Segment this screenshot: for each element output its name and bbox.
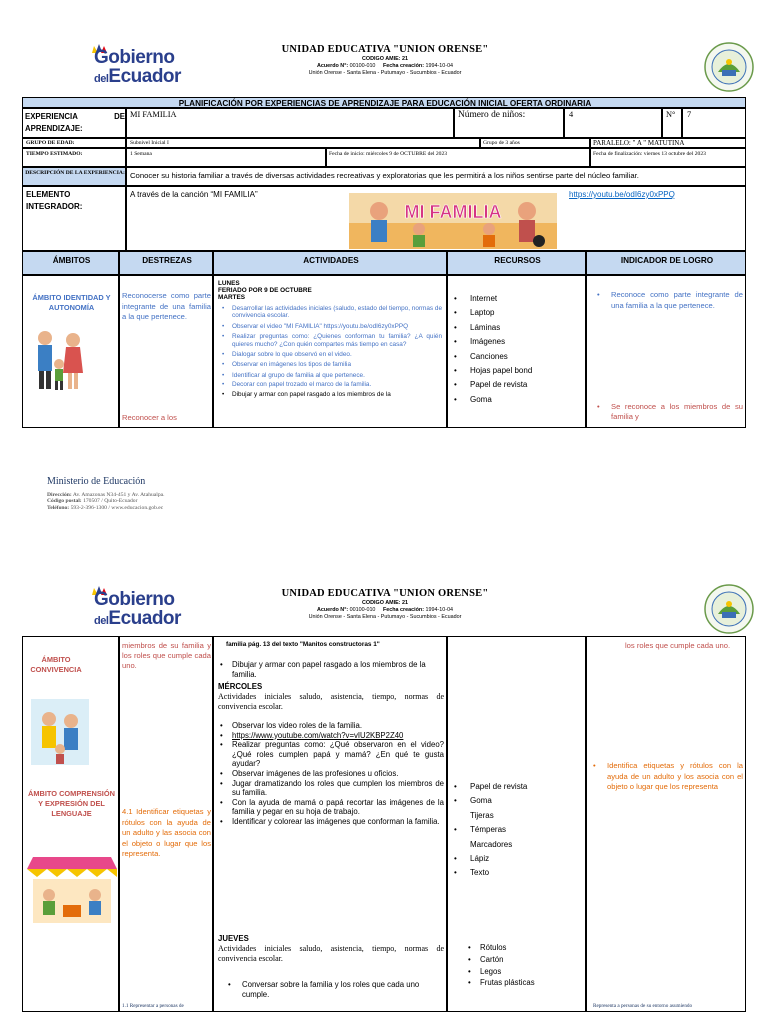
- subnivel-value: Subnivel Inicial I: [130, 140, 169, 146]
- elemento-label: ELEMENTO INTEGRADOR:: [26, 190, 83, 211]
- activity-item: • Identificar al grupo de familia al que pertenece.: [220, 372, 442, 379]
- bullet-icon: •: [454, 868, 457, 878]
- recurso-item: • Cartón: [466, 954, 584, 966]
- indicador-bottom: Representa a personas de su entorno asumiendo: [593, 1003, 693, 1009]
- elemento-cell: [126, 186, 746, 251]
- col-actividades: ACTIVIDADES: [213, 251, 447, 275]
- school-location: Unión Orense - Santa Elena - Putumayo - Sucumbios - Ecuador: [308, 70, 462, 76]
- ambito-cell: [22, 275, 119, 428]
- indicador-cell: [586, 275, 746, 428]
- jueves-intro: Actividades iniciales saludo, asistencia, tiempo, normas de convivencia escolar.: [218, 944, 444, 963]
- miercoles-activities: [218, 721, 444, 827]
- logo-line-2: delEcuador: [94, 66, 181, 87]
- tiempo-value: 1 Semana: [130, 151, 152, 157]
- activity-item: • Dibujar y armar con papel rasgado a los miembros de la: [220, 391, 442, 398]
- recurso-item: Tijeras: [470, 810, 494, 820]
- mi-familia-banner-image: [349, 193, 557, 249]
- activity-item: • Realizar preguntas como: ¿Qué observaron en el video? ¿Qué roles cumplen papá y mamá? ¿En qué te gusta ayudar?: [218, 740, 444, 769]
- feriado-label: FERIADO POR 9 DE OCTUBRE: [218, 287, 312, 294]
- actividades-cell: [213, 636, 447, 1012]
- fin-cell: [590, 148, 746, 167]
- num-ninos-value: 4: [569, 110, 574, 119]
- logo-line-1: Gobierno: [94, 47, 175, 68]
- ministry-name: Ministerio de Educación: [47, 476, 146, 487]
- miercoles-intro: Actividades iniciales saludo, asistencia, tiempo, normas de convivencia escolar.: [218, 692, 444, 711]
- martes-activities: [220, 305, 442, 398]
- indicador-item: • Se reconoce a los miembros de su familia y: [595, 402, 743, 422]
- recurso-item: • Laptop: [452, 306, 584, 320]
- num-ninos-cell: [564, 108, 662, 138]
- logo-line-2: delEcuador: [94, 608, 181, 629]
- school-seal-icon: [704, 584, 754, 634]
- activity-item: • Jugar dramatizando los roles que cumplen los miembros de su familia.: [218, 779, 444, 798]
- recurso-item: • Imágenes: [452, 335, 584, 349]
- bullet-icon: •: [454, 796, 457, 806]
- recursos-cell: [447, 275, 586, 428]
- num-label: N°: [666, 110, 676, 119]
- descripcion-label: DESCRIPCIÓN DE LA EXPERIENCIA:: [25, 170, 125, 176]
- indicador-list-41: [591, 761, 743, 793]
- indicador-item: • Reconoce como parte integrante de una familia a la que pertenece.: [595, 290, 743, 311]
- grupo-edad-label-cell: [22, 138, 126, 148]
- col-recursos: RECURSOS: [447, 251, 586, 275]
- activity-item: • Dialogar sobre lo que observó en el video.: [220, 351, 442, 358]
- ambito-cell: [22, 636, 119, 1012]
- school-header: [220, 44, 550, 76]
- recurso-item: • Papel de revista: [452, 780, 584, 794]
- activity-top: familia pág. 13 del texto "Manitos constructoras 1": [226, 641, 380, 648]
- indicador-item: • Identifica etiquetas y rótulos con la ayuda de un adulto y los asocia con el objeto o lugar que los representa: [591, 761, 743, 793]
- bullet-icon: •: [454, 782, 457, 791]
- activity-draw-list: [218, 660, 444, 679]
- subnivel-cell: [126, 138, 480, 148]
- col-indicador: INDICADOR DE LOGRO: [586, 251, 746, 275]
- num-cell: [682, 108, 746, 138]
- recurso-item: • Legos: [466, 966, 584, 978]
- elemento-value: A través de la canción “MI FAMILIA”: [130, 190, 258, 199]
- amie-code: CODIGO AMIE: 21: [362, 56, 408, 62]
- jueves-activities: [226, 980, 444, 999]
- indicador-list-1: [595, 290, 743, 311]
- activity-item: • Observar el video "MI FAMILIA" https://youtu.be/odI6zy0xPPQ: [220, 323, 442, 330]
- inicio-cell: [326, 148, 590, 167]
- recurso-item: • Lápiz: [452, 852, 584, 866]
- grupo-value: Grupo de 3 años: [483, 140, 520, 146]
- amie-code: CODIGO AMIE: 21: [362, 600, 408, 606]
- recurso-item: • Canciones: [452, 350, 584, 364]
- indicador-top: los roles que cumple cada uno.: [625, 641, 731, 650]
- recurso-item: • Goma: [452, 794, 584, 808]
- ministry-address: Dirección: Av. Amazonas N34-451 y Av. Atahualpa. Código postal: 170507 / Quito-Ecuador Teléfono: 593-2-396-1300 / www.educacion.gob.ec: [47, 492, 165, 511]
- agreement-line: Acuerdo N°: 00100-010 Fecha creación: 1994-10-04: [316, 63, 454, 69]
- logo-line-1: Gobierno: [94, 589, 175, 610]
- grupo-cell: [480, 138, 590, 148]
- actividades-cell: [213, 275, 447, 428]
- experiencia-label: EXPERIENCIA DE APRENDIZAJE:: [25, 112, 125, 133]
- destreza-continued: miembros de su familia y los roles que cumple cada uno.: [122, 641, 211, 670]
- ambito-convivencia: ÁMBITO CONVIVENCIA: [30, 655, 82, 674]
- plan-title-cell: [22, 97, 746, 108]
- destreza-2: Reconocer a los: [122, 413, 177, 422]
- bullet-icon: •: [454, 854, 457, 864]
- descripcion-value: Conocer su historia familiar a través de diversas actividades recreativas y exploratorias que les permitirá a los niños sentirse parte del núcleo familiar.: [130, 171, 639, 180]
- recurso-item: • Rótulos: [466, 942, 584, 954]
- recurso-item: • Témperas: [452, 823, 584, 837]
- recursos-list: [452, 292, 584, 407]
- descripcion-cell: [126, 167, 746, 186]
- recursos-cell: [447, 636, 586, 1012]
- destreza-1: Reconocerse como parte integrante de una familia a la que pertenece.: [122, 291, 211, 321]
- day-martes: MARTES: [218, 294, 245, 301]
- paralelo-cell: [590, 138, 746, 148]
- indicador-list-2: [595, 402, 743, 422]
- fin-value: Fecha de finalización: viernes 13 octubre del 2023: [593, 151, 706, 157]
- recurso-item: • Internet: [452, 292, 584, 306]
- num-ninos-label-cell: [454, 108, 564, 138]
- num-label-cell: [662, 108, 682, 138]
- activity-item: • Realizar preguntas como: ¿Quienes conforman tu familia? ¿A quién quieres mucho? ¿Con quién compartes más tiempo en casa?: [220, 333, 442, 348]
- day-lunes: LUNES: [218, 280, 240, 287]
- inicio-value: Fecha de inicio: miércoles 9 de OCTUBRE del 2023: [329, 151, 448, 157]
- school-name: UNIDAD EDUCATIVA "UNION ORENSE": [281, 44, 489, 55]
- experiencia-value-cell: [126, 108, 454, 138]
- elemento-label-cell: [22, 186, 126, 251]
- recurso-item: • Goma: [452, 393, 584, 407]
- elemento-link[interactable]: https://youtu.be/odI6zy0xPPQ: [569, 190, 675, 199]
- school-location: Unión Orense - Santa Elena - Putumayo - Sucumbios - Ecuador: [308, 614, 462, 620]
- activity-item: • Observar imágenes de las profesiones u oficios.: [218, 769, 444, 779]
- recurso-item: • Frutas plásticas: [466, 977, 584, 989]
- school-name: UNIDAD EDUCATIVA "UNION ORENSE": [281, 588, 489, 599]
- ministry-footer: [47, 476, 165, 511]
- plan-title: PLANIFICACIÓN POR EXPERIENCIAS DE APRENDIZAJE PARA EDUCACIÓN INICIAL OFERTA ORDINARIA: [178, 99, 592, 108]
- activity-item: • Conversar sobre la familia y los roles que cada uno cumple.: [226, 980, 444, 999]
- ambito-lenguaje: ÁMBITO COMPRENSIÓN Y EXPRESIÓN DEL LENGUAJE: [28, 789, 115, 818]
- recurso-item: • Hojas papel bond: [452, 364, 584, 378]
- ambito-identidad: ÁMBITO IDENTIDAD Y AUTONOMÍA: [32, 293, 111, 312]
- destreza-1-1: 1.1 Representar a personas de: [122, 1003, 184, 1009]
- recursos-list-a: [452, 780, 584, 881]
- paralelo-value: PARALELO: " A " MATUTINA: [593, 139, 685, 147]
- grupo-edad-label: GRUPO DE EDAD:: [26, 140, 75, 146]
- activity-item: • Identificar y colorear las imágenes que conforman la familia.: [218, 817, 444, 827]
- recurso-item: • Papel de revista: [452, 378, 584, 392]
- activity-item: • Dibujar y armar con papel rasgado a los miembros de la familia.: [218, 660, 444, 679]
- experiencia-label-cell: [22, 108, 126, 138]
- school-seal-icon: [704, 42, 754, 92]
- recurso-item: • Texto: [452, 866, 584, 880]
- recursos-list-b: [466, 942, 584, 989]
- page-2: [0, 512, 768, 1024]
- recurso-item: • Láminas: [452, 321, 584, 335]
- agreement-line: Acuerdo N°: 00100-010 Fecha creación: 1994-10-04: [316, 607, 454, 613]
- family-roles-illustration: [31, 699, 89, 765]
- tiempo-label-cell: [22, 148, 126, 167]
- num-ninos-label: Número de niños:: [458, 110, 526, 120]
- num-value: 7: [687, 110, 692, 119]
- activity-item: • Con la ayuda de mamá o papá recortar las imágenes de la familia y pegar en su hoja de trabajo.: [218, 798, 444, 817]
- activity-item: • Observar en imágenes los tipos de familia: [220, 361, 442, 368]
- school-header: [220, 588, 550, 620]
- col-ambitos: ÁMBITOS: [22, 251, 119, 275]
- descripcion-label-cell: [22, 167, 126, 186]
- day-jueves: JUEVES: [218, 934, 249, 943]
- family-illustration: [29, 328, 91, 394]
- activity-item: • Desarrollar las actividades iniciales (saludo, estado del tiempo, normas de convivencia escolar.: [220, 305, 442, 320]
- experiencia-value: MI FAMILIA: [130, 110, 177, 119]
- market-stand-illustration: [27, 855, 117, 925]
- indicador-cell: [586, 636, 746, 1012]
- banner-title: MI FAMILIA: [404, 202, 502, 222]
- activity-item: • Observar los video roles de la familia.: [218, 721, 444, 731]
- recurso-item: Marcadores: [470, 839, 513, 849]
- destreza-cell: [119, 636, 213, 1012]
- gobierno-logo: [88, 586, 198, 630]
- day-miercoles: MÉRCOLES: [218, 682, 263, 691]
- bullet-icon: •: [454, 825, 457, 835]
- activity-item: • Decorar con papel trozado el marco de la familia.: [220, 381, 442, 388]
- tiempo-cell: [126, 148, 326, 167]
- destreza-cell: [119, 275, 213, 428]
- activity-link[interactable]: • https://www.youtube.com/watch?v=vIU2KBP2Z40: [218, 731, 444, 741]
- tiempo-label: TIEMPO ESTIMADO:: [26, 151, 83, 157]
- destreza-4-1: 4.1 Identificar etiquetas y rótulos con la ayuda de un adulto y las asocia con el objeto o lugar que los representa.: [122, 807, 211, 858]
- col-destrezas: DESTREZAS: [119, 251, 213, 275]
- gobierno-logo: [88, 44, 198, 88]
